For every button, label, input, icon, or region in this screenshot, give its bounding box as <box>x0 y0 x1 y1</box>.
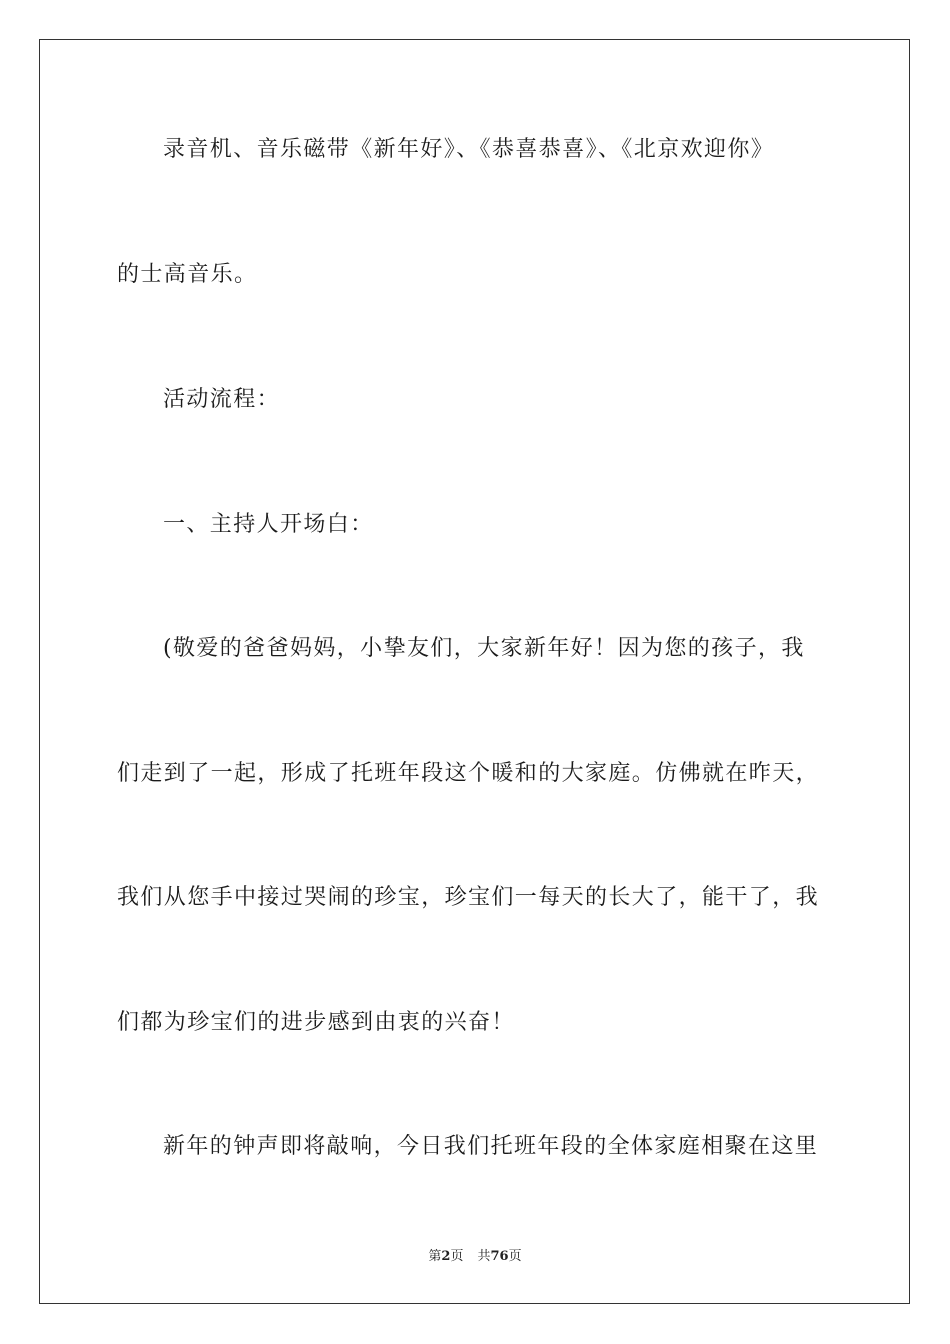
text-line-7: 我们从您手中接过哭闹的珍宝，珍宝们一每天的长大了，能干了，我 <box>117 885 820 910</box>
total-pages: 76 <box>490 1249 509 1264</box>
text-line-2: 的士高音乐。 <box>117 262 258 287</box>
page-number: 2 <box>441 1249 451 1264</box>
text-line-9: 新年的钟声即将敲响，今日我们托班年段的全体家庭相聚在这里 <box>163 1134 819 1159</box>
text-line-5: (敬爱的爸爸妈妈，小挚友们，大家新年好！因为您的孩子，我 <box>163 636 805 661</box>
text-line-1: 录音机、音乐磁带《新年好》、《恭喜恭喜》、《北京欢迎你》 <box>163 137 775 162</box>
page-border <box>39 39 910 1304</box>
text-line-3: 活动流程： <box>163 387 281 412</box>
text-line-4: 一、主持人开场白： <box>163 512 374 537</box>
total-prefix: 共 <box>477 1249 491 1264</box>
page-footer <box>0 1248 950 1266</box>
text-line-8: 们都为珍宝们的进步感到由衷的兴奋！ <box>117 1010 515 1035</box>
page-suffix: 页 <box>450 1249 464 1264</box>
page-prefix: 第 <box>428 1249 442 1264</box>
text-line-6: 们走到了一起，形成了托班年段这个暖和的大家庭。仿佛就在昨天， <box>117 761 820 786</box>
total-suffix: 页 <box>508 1249 522 1264</box>
